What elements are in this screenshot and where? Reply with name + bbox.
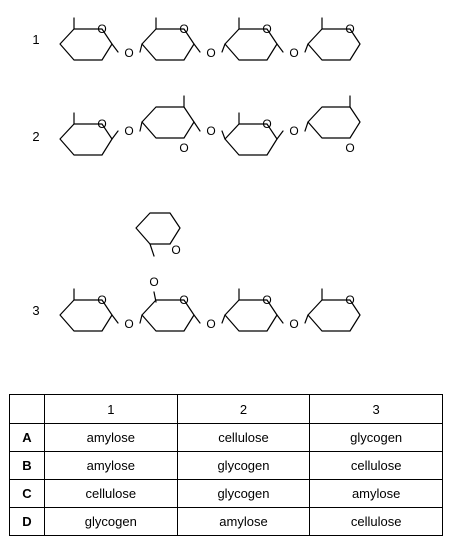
table-row[interactable] — [10, 424, 443, 452]
atom-label: O — [124, 317, 134, 331]
table-header-cell: 3 — [310, 395, 443, 424]
option-key: B — [10, 452, 45, 480]
table-row[interactable] — [10, 508, 443, 536]
atom-label: O — [97, 22, 107, 36]
answer-options-table — [9, 394, 443, 536]
atom-label: O — [345, 141, 355, 155]
atom-label: O — [206, 46, 216, 60]
atom-label: O — [97, 117, 107, 131]
table-row[interactable] — [10, 480, 443, 508]
atom-label: O — [124, 46, 134, 60]
table-header-cell: 1 — [45, 395, 178, 424]
structure-3 — [60, 213, 360, 331]
atom-label: O — [97, 293, 107, 307]
structure-number-3: 3 — [32, 303, 40, 318]
atom-label: O — [179, 293, 189, 307]
table-header-row — [10, 395, 443, 424]
option-key: D — [10, 508, 45, 536]
atom-label: O — [124, 124, 134, 138]
table-cell: glycogen — [310, 424, 443, 452]
atom-label: O — [262, 293, 272, 307]
table-row[interactable] — [10, 452, 443, 480]
structure-number-2: 2 — [32, 129, 40, 144]
atom-label: O — [149, 275, 159, 289]
atom-label: O — [206, 317, 216, 331]
atom-label: O — [179, 141, 189, 155]
table-cell: amylose — [177, 508, 310, 536]
table-cell: amylose — [310, 480, 443, 508]
option-key: A — [10, 424, 45, 452]
atom-label: O — [262, 117, 272, 131]
table-header-cell — [10, 395, 45, 424]
table-cell: cellulose — [45, 480, 178, 508]
structure-number-1: 1 — [32, 32, 40, 47]
option-key: C — [10, 480, 45, 508]
atom-label: O — [179, 22, 189, 36]
atom-label: O — [345, 22, 355, 36]
table-cell: glycogen — [177, 480, 310, 508]
atom-label: O — [289, 124, 299, 138]
table-cell: amylose — [45, 424, 178, 452]
table-cell: amylose — [45, 452, 178, 480]
atom-label: O — [289, 46, 299, 60]
atom-label: O — [345, 293, 355, 307]
table-cell: glycogen — [177, 452, 310, 480]
table-cell: cellulose — [310, 452, 443, 480]
atom-label: O — [262, 22, 272, 36]
atom-label: O — [171, 243, 181, 257]
atom-label: O — [206, 124, 216, 138]
table-cell: cellulose — [177, 424, 310, 452]
table-header-cell: 2 — [177, 395, 310, 424]
table-cell: glycogen — [45, 508, 178, 536]
table-cell: cellulose — [310, 508, 443, 536]
oxygen-labels — [97, 22, 354, 331]
atom-label: O — [289, 317, 299, 331]
